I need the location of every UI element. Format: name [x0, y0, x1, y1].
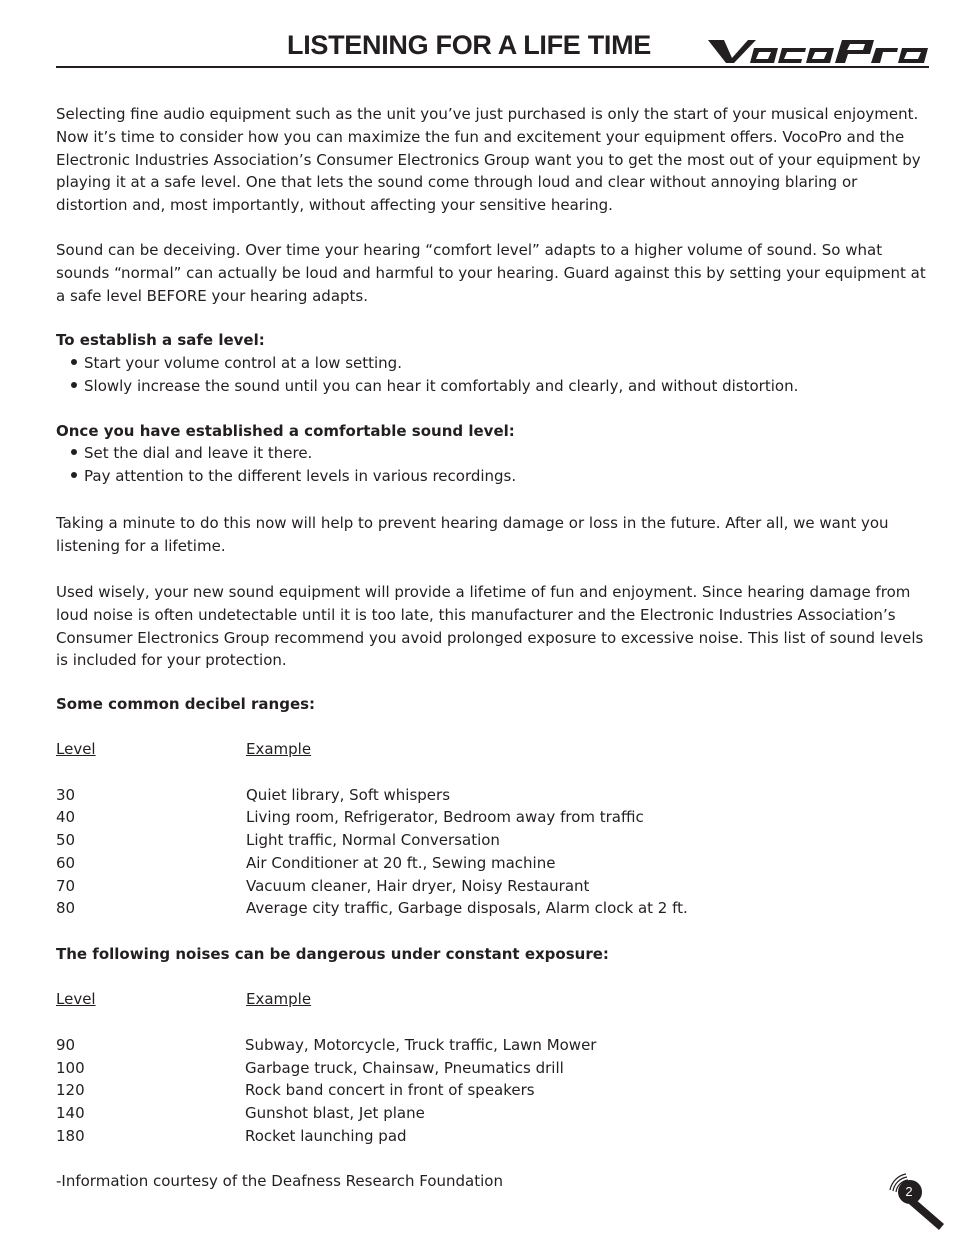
footnote: -Information courtesy of the Deafness Research Foundation — [56, 1172, 503, 1190]
table-row — [56, 808, 756, 830]
dangerous-noises-header — [56, 990, 756, 1012]
level-cell: 50 — [56, 831, 76, 849]
list-item-text: Pay attention to the different levels in various recordings. — [84, 467, 517, 485]
level-cell: 40 — [56, 808, 76, 826]
example-cell: Quiet library, Soft whispers — [246, 786, 451, 804]
level-cell: 180 — [56, 1127, 85, 1145]
common-ranges-heading: Some common decibel ranges: — [56, 695, 316, 713]
comfortable-level-heading: Once you have established a comfortable sound level: — [56, 422, 515, 440]
table-row — [56, 1036, 756, 1058]
list-item-text: Set the dial and leave it there. — [84, 444, 313, 462]
level-column-header: Level — [56, 740, 96, 758]
list-item — [71, 444, 312, 462]
header-rule — [56, 66, 929, 68]
common-ranges-header — [56, 740, 756, 762]
table-row — [56, 877, 756, 899]
example-cell: Garbage truck, Chainsaw, Pneumatics drill — [245, 1059, 564, 1077]
example-cell: Light traffic, Normal Conversation — [246, 831, 500, 849]
example-column-header: Example — [246, 990, 312, 1008]
level-cell: 120 — [56, 1081, 85, 1099]
level-column-header: Level — [56, 990, 96, 1008]
example-cell: Rocket launching pad — [245, 1127, 407, 1145]
example-cell: Average city traffic, Garbage disposals, Alarm clock at 2 ft. — [246, 899, 688, 917]
bullet-icon — [71, 382, 77, 388]
bullet-icon — [71, 359, 77, 365]
table-row — [56, 899, 756, 921]
level-cell: 70 — [56, 877, 76, 895]
table-row — [56, 854, 756, 876]
level-cell: 30 — [56, 786, 76, 804]
safe-level-heading: To establish a safe level: — [56, 331, 265, 349]
page-number: 2 — [905, 1184, 913, 1199]
dangerous-noises-heading: The following noises can be dangerous under constant exposure: — [56, 945, 609, 963]
list-item — [71, 467, 516, 485]
closing-paragraph-2: Used wisely, your new sound equipment will provide a lifetime of fun and enjoyment. Since hearing damage from loud noise is often undetectable until it is too late, this manufacturer and the Electronic Industries Association’s Consumer Electronics Group recommend you avoid prolonged exposure to excessive noise. This list of sound levels is included for your protection. — [56, 583, 924, 670]
table-row — [56, 786, 756, 808]
table-row — [56, 1127, 756, 1149]
intro-paragraph-2: Sound can be deceiving. Over time your hearing “comfort level” adapts to a higher volume of sound. So what sounds “normal” can actually be loud and harmful to your hearing. Guard against this by setting your equipment at a safe level BEFORE your hearing adapts. — [56, 241, 926, 305]
example-column-header: Example — [246, 740, 312, 758]
level-cell: 100 — [56, 1059, 85, 1077]
bullet-icon — [71, 449, 77, 455]
intro-paragraph-1: Selecting fine audio equipment such as the unit you’ve just purchased is only the start of your musical enjoyment. Now it’s time to consider how you can maximize the fun and excitement your equipment offers. VocoPro and the Electronic Industries Association’s Consumer Electronics Group want you to get the most out of your equipment by playing it at a safe level. One that lets the sound come through loud and clear without annoying blaring or distortion and, most importantly, without affecting your sensitive hearing. — [56, 105, 921, 215]
closing-paragraph-1: Taking a minute to do this now will help to prevent hearing damage or loss in the future. After all, we want you listening for a lifetime. — [56, 514, 889, 555]
bullet-icon — [71, 472, 77, 478]
level-cell: 90 — [56, 1036, 76, 1054]
list-item-text: Start your volume control at a low setting. — [84, 354, 402, 372]
example-cell: Subway, Motorcycle, Truck traffic, Lawn Mower — [245, 1036, 597, 1054]
list-item — [71, 354, 402, 372]
list-item-text: Slowly increase the sound until you can hear it comfortably and clearly, and without distortion. — [84, 377, 799, 395]
table-row — [56, 1104, 756, 1126]
table-row — [56, 831, 756, 853]
level-cell: 80 — [56, 899, 76, 917]
vocopro-logo — [706, 36, 930, 66]
page-title: LISTENING FOR A LIFE TIME — [287, 30, 651, 60]
example-cell: Vacuum cleaner, Hair dryer, Noisy Restaurant — [246, 877, 590, 895]
list-item — [71, 377, 798, 395]
example-cell: Gunshot blast, Jet plane — [245, 1104, 425, 1122]
example-cell: Living room, Refrigerator, Bedroom away from traffic — [246, 808, 644, 826]
example-cell: Rock band concert in front of speakers — [245, 1081, 535, 1099]
table-row — [56, 1081, 756, 1103]
table-row — [56, 1059, 756, 1081]
level-cell: 140 — [56, 1104, 85, 1122]
level-cell: 60 — [56, 854, 76, 872]
example-cell: Air Conditioner at 20 ft., Sewing machine — [246, 854, 556, 872]
